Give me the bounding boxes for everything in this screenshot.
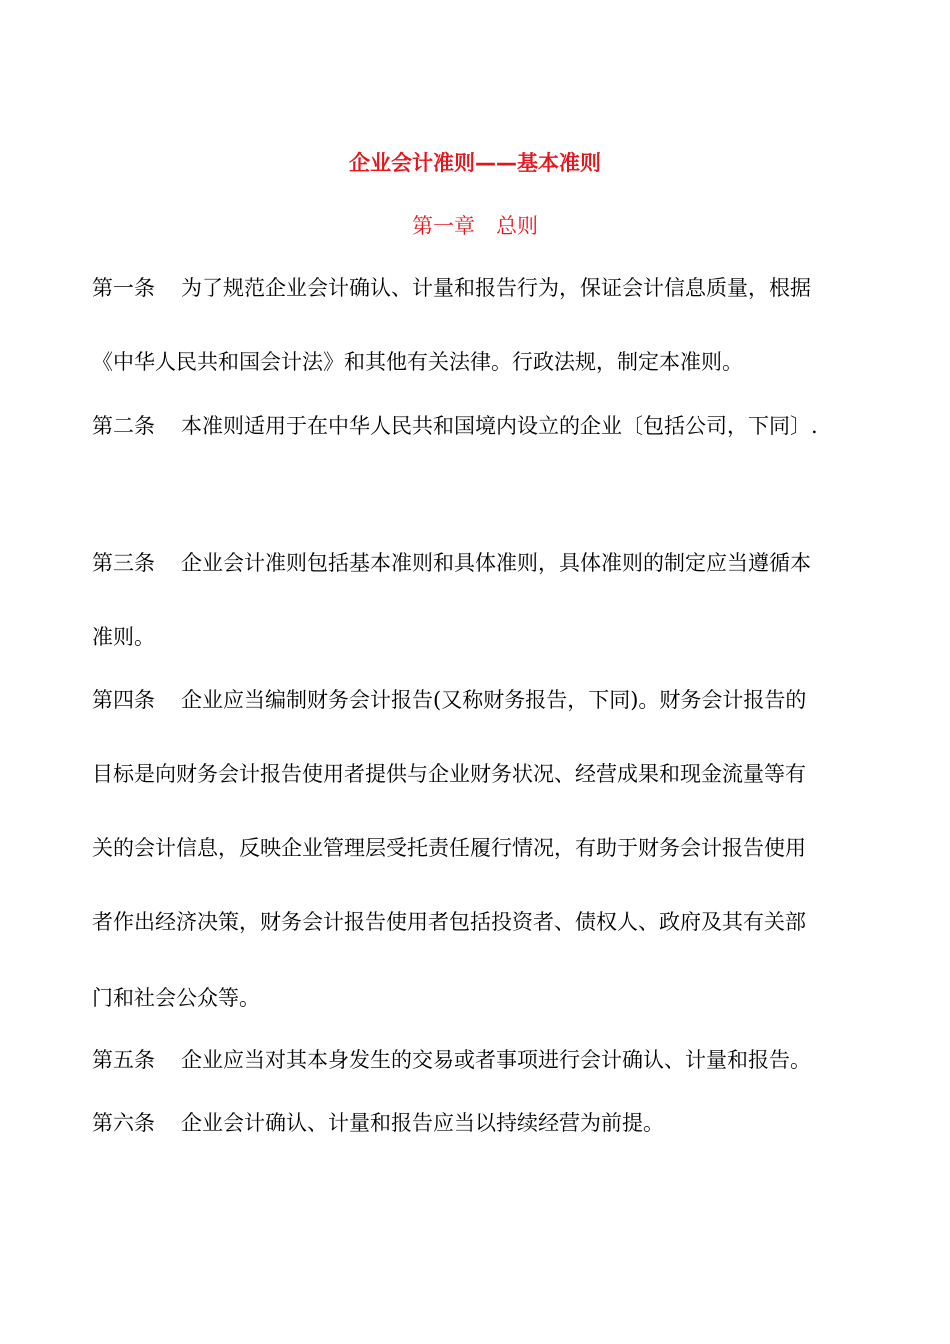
article-2-line-1	[92, 411, 872, 441]
article-4-line-3	[92, 833, 872, 863]
article-3-line-1	[92, 548, 872, 578]
article-5-text-1: 企业应当对其本身发生的交易或者事项进行会计确认、计量和报告。	[181, 1048, 811, 1072]
article-3-line-2	[92, 622, 872, 652]
document-title: 企业会计准则——基本准则	[349, 151, 601, 175]
article-6-line-1	[92, 1108, 872, 1138]
article-2-label: 第二条	[92, 414, 155, 438]
article-4-text-1: 企业应当编制财务会计报告(又称财务报告，下同)。财务会计报告的	[181, 688, 807, 712]
chapter-heading: 第一章 总则	[412, 214, 538, 238]
article-1-label: 第一条	[92, 276, 155, 300]
article-4-label: 第四条	[92, 688, 155, 712]
article-1-line-1	[92, 273, 872, 303]
article-5-line-1	[92, 1045, 872, 1075]
article-4-text-3: 关的会计信息，反映企业管理层受托责任履行情况，有助于财务会计报告使用	[92, 836, 806, 860]
article-4-text-4: 者作出经济决策，财务会计报告使用者包括投资者、债权人、政府及其有关部	[92, 910, 806, 934]
article-6-label: 第六条	[92, 1111, 155, 1135]
article-3-text-2: 准则。	[92, 625, 155, 649]
article-5-label: 第五条	[92, 1048, 155, 1072]
article-6-text-1: 企业会计确认、计量和报告应当以持续经营为前提。	[181, 1111, 664, 1135]
article-4-line-4	[92, 907, 872, 937]
article-4-line-2	[92, 759, 872, 789]
article-2-text-1: 本准则适用于在中华人民共和国境内设立的企业〔包括公司，下同〕.	[181, 414, 818, 438]
article-4-line-1	[92, 685, 872, 715]
article-1-text-2: 《中华人民共和国会计法》和其他有关法律。行政法规，制定本准则。	[92, 350, 743, 374]
article-1-line-2	[92, 347, 872, 377]
article-3-label: 第三条	[92, 551, 155, 575]
article-4-line-5	[92, 983, 872, 1013]
article-1-text-1: 为了规范企业会计确认、计量和报告行为，保证会计信息质量，根据	[181, 276, 811, 300]
article-4-text-5: 门和社会公众等。	[92, 986, 260, 1010]
article-3-text-1: 企业会计准则包括基本准则和具体准则，具体准则的制定应当遵循本	[181, 551, 811, 575]
article-4-text-2: 目标是向财务会计报告使用者提供与企业财务状况、经营成果和现金流量等有	[92, 762, 806, 786]
